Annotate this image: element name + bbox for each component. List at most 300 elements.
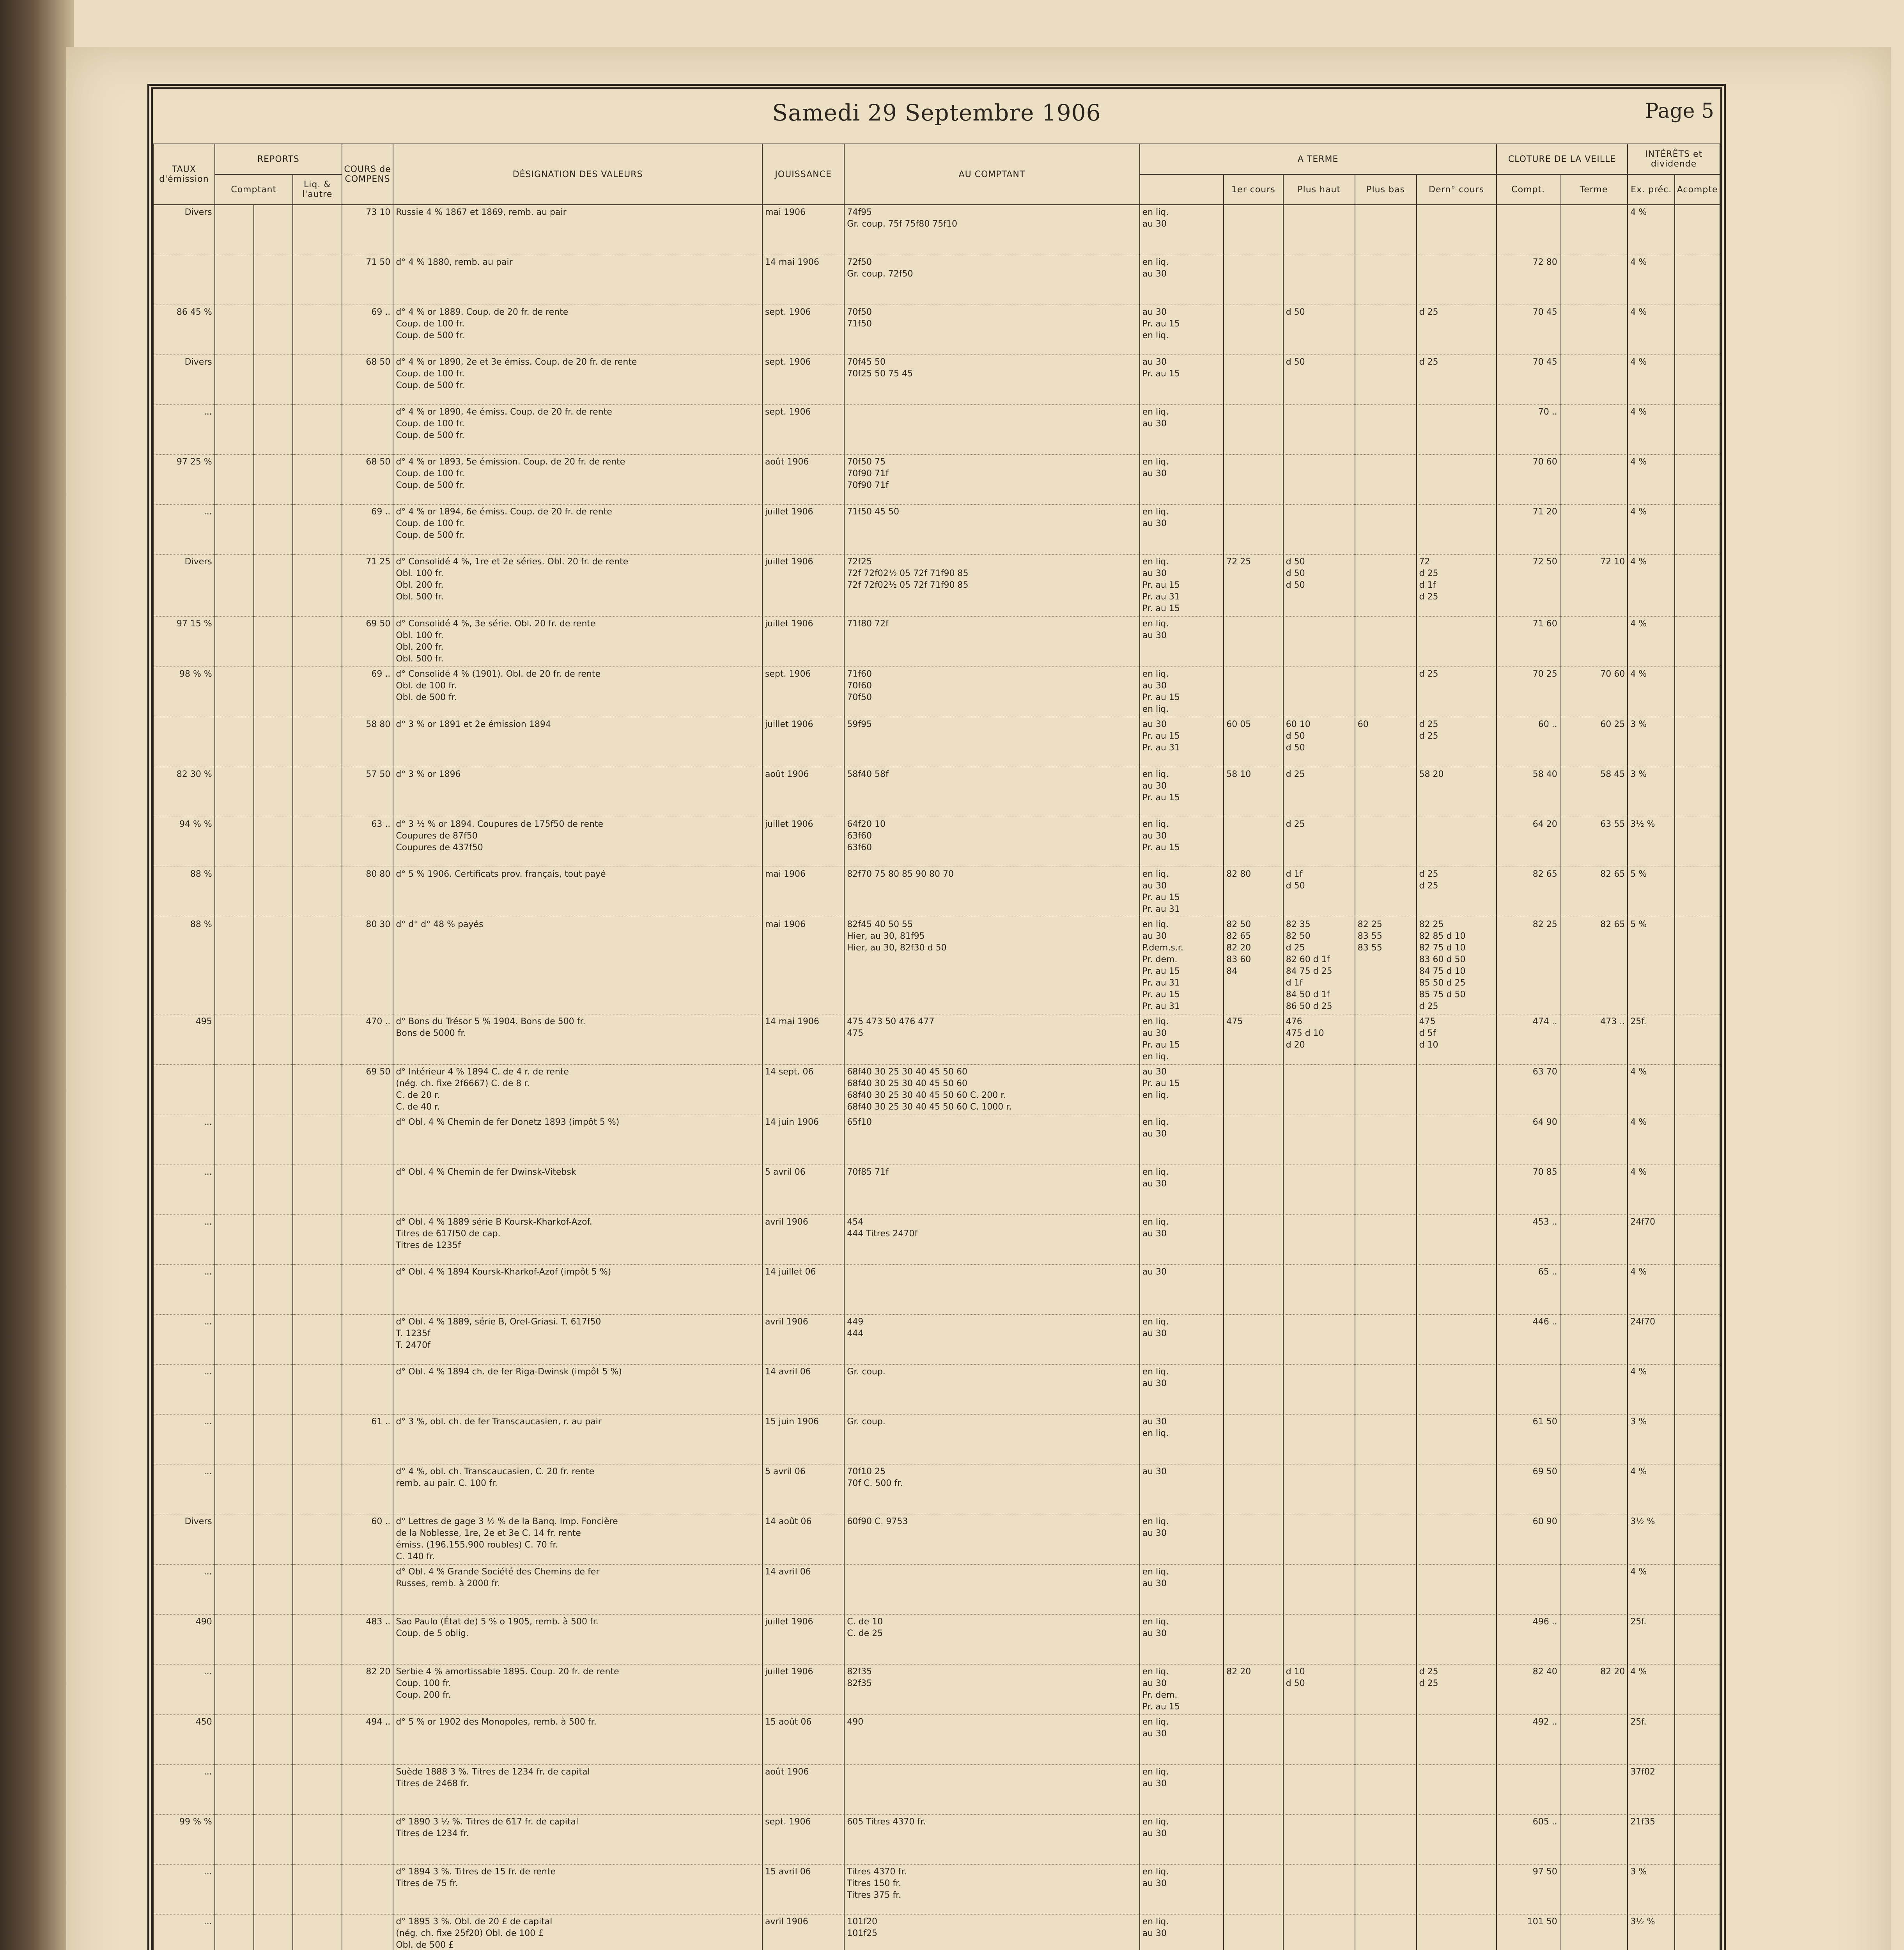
cell-plus-haut bbox=[1283, 1115, 1355, 1165]
cell-cours: 57 50 bbox=[342, 767, 393, 817]
cell-ex-prec: 4 % bbox=[1628, 255, 1675, 305]
cell-terme-label: en liq. au 30 bbox=[1140, 1215, 1224, 1265]
cell-plus-haut bbox=[1283, 1865, 1355, 1915]
cell-plus-bas bbox=[1355, 555, 1417, 617]
cell-cloture-terme bbox=[1560, 1415, 1628, 1464]
cell-report-2 bbox=[254, 455, 293, 505]
cell-comptant: Titres 4370 fr. Titres 150 fr. Titres 375 fr. bbox=[844, 1865, 1139, 1915]
cell-dernier-cours: d 25 d 25 bbox=[1417, 717, 1497, 767]
cell-dernier-cours bbox=[1417, 1415, 1497, 1464]
cell-plus-haut bbox=[1283, 505, 1355, 555]
cell-plus-haut: d 1f d 50 bbox=[1283, 867, 1355, 917]
cell-plus-haut bbox=[1283, 1815, 1355, 1865]
cell-premier-cours bbox=[1224, 505, 1283, 555]
cell-premier-cours: 72 25 bbox=[1224, 555, 1283, 617]
cell-cloture-compt: 496 .. bbox=[1497, 1615, 1560, 1665]
cell-jouissance: juillet 1906 bbox=[762, 505, 844, 555]
cell-plus-haut bbox=[1283, 617, 1355, 667]
cell-plus-bas: 82 25 83 55 83 55 bbox=[1355, 917, 1417, 1014]
cell-premier-cours bbox=[1224, 455, 1283, 505]
cell-cloture-terme bbox=[1560, 455, 1628, 505]
cell-liq bbox=[293, 617, 342, 667]
cell-cloture-terme: 72 10 bbox=[1560, 555, 1628, 617]
cell-liq bbox=[293, 1514, 342, 1565]
cell-terme-label: en liq. au 30 bbox=[1140, 255, 1224, 305]
cell-dernier-cours: d 25 bbox=[1417, 305, 1497, 355]
cell-plus-haut bbox=[1283, 1165, 1355, 1215]
cell-acompte bbox=[1675, 1115, 1720, 1165]
cell-terme-label: au 30 en liq. bbox=[1140, 1415, 1224, 1464]
cell-report-1 bbox=[215, 455, 254, 505]
cell-premier-cours bbox=[1224, 1365, 1283, 1415]
cell-comptant: 101f20 101f25 bbox=[844, 1915, 1139, 1950]
cell-acompte bbox=[1675, 305, 1720, 355]
cell-cours: 82 20 bbox=[342, 1665, 393, 1715]
cell-report-1 bbox=[215, 1514, 254, 1565]
cell-designation: d° Obl. 4 % 1894 Koursk-Kharkof-Azof (impôt 5 %) bbox=[393, 1265, 762, 1315]
cell-dernier-cours bbox=[1417, 1565, 1497, 1615]
col-plus-bas: Plus bas bbox=[1355, 174, 1417, 205]
cell-jouissance: sept. 1906 bbox=[762, 305, 844, 355]
cell-dernier-cours bbox=[1417, 1265, 1497, 1315]
cell-liq bbox=[293, 455, 342, 505]
cell-taux: 97 25 % bbox=[153, 455, 215, 505]
cell-dernier-cours: d 25 d 25 bbox=[1417, 867, 1497, 917]
cell-liq bbox=[293, 555, 342, 617]
cell-designation: d° 4 % or 1893, 5e émission. Coup. de 20 fr. de rente Coup. de 100 fr. Coup. de 500 fr. bbox=[393, 455, 762, 505]
cell-designation: d° Bons du Trésor 5 % 1904. Bons de 500 fr. Bons de 5000 fr. bbox=[393, 1014, 762, 1065]
cell-ex-prec: 3½ % bbox=[1628, 1915, 1675, 1950]
cell-terme-label: en liq. au 30 bbox=[1140, 1115, 1224, 1165]
cell-plus-bas bbox=[1355, 1115, 1417, 1165]
cell-comptant bbox=[844, 1265, 1139, 1315]
cell-jouissance: 14 juin 1906 bbox=[762, 1115, 844, 1165]
cell-cours: 69 50 bbox=[342, 617, 393, 667]
cell-jouissance: 14 avril 06 bbox=[762, 1565, 844, 1615]
cell-taux: 82 30 % bbox=[153, 767, 215, 817]
cell-designation: d° 3 % or 1891 et 2e émission 1894 bbox=[393, 717, 762, 767]
cell-cloture-terme bbox=[1560, 1315, 1628, 1365]
cell-premier-cours bbox=[1224, 1115, 1283, 1165]
cell-liq bbox=[293, 1265, 342, 1315]
col-acompte: Acompte bbox=[1675, 174, 1720, 205]
cell-cours: 80 30 bbox=[342, 917, 393, 1014]
cell-cours: 68 50 bbox=[342, 355, 393, 405]
cell-ex-prec: 21f35 bbox=[1628, 1815, 1675, 1865]
cell-cours bbox=[342, 1915, 393, 1950]
cell-report-1 bbox=[215, 617, 254, 667]
table-row bbox=[153, 817, 1720, 867]
cell-acompte bbox=[1675, 1615, 1720, 1665]
cell-dernier-cours bbox=[1417, 1115, 1497, 1165]
cell-plus-haut bbox=[1283, 455, 1355, 505]
cell-liq bbox=[293, 1915, 342, 1950]
table-row bbox=[153, 1865, 1720, 1915]
cell-designation: d° Obl. 4 % 1889 série B Koursk-Kharkof-Azof. Titres de 617f50 de cap. Titres de 1235f bbox=[393, 1215, 762, 1265]
table-row bbox=[153, 1365, 1720, 1415]
table-row bbox=[153, 1265, 1720, 1315]
cell-terme-label: en liq. au 30 Pr. au 15 bbox=[1140, 767, 1224, 817]
cell-jouissance: juillet 1906 bbox=[762, 717, 844, 767]
cell-taux: 490 bbox=[153, 1615, 215, 1665]
table-row bbox=[153, 1765, 1720, 1815]
cell-designation: d° Obl. 4 % Chemin de fer Dwinsk-Vitebsk bbox=[393, 1165, 762, 1215]
cell-cloture-terme: 60 25 bbox=[1560, 717, 1628, 767]
table-row bbox=[153, 1115, 1720, 1165]
cell-plus-bas bbox=[1355, 867, 1417, 917]
cell-report-2 bbox=[254, 1815, 293, 1865]
cell-comptant: 65f10 bbox=[844, 1115, 1139, 1165]
cell-taux: 88 % bbox=[153, 867, 215, 917]
cell-plus-bas bbox=[1355, 1014, 1417, 1065]
cell-dernier-cours bbox=[1417, 1815, 1497, 1865]
cell-taux: 98 % % bbox=[153, 667, 215, 717]
cell-liq bbox=[293, 1765, 342, 1815]
cell-plus-haut bbox=[1283, 1565, 1355, 1615]
cell-acompte bbox=[1675, 1165, 1720, 1215]
cell-report-2 bbox=[254, 505, 293, 555]
cell-plus-haut bbox=[1283, 255, 1355, 305]
cell-jouissance: 15 juin 1906 bbox=[762, 1415, 844, 1464]
cell-designation: d° 4 % or 1890, 2e et 3e émiss. Coup. de 20 fr. de rente Coup. de 100 fr. Coup. de 500 fr. bbox=[393, 355, 762, 405]
table-row bbox=[153, 867, 1720, 917]
cell-premier-cours bbox=[1224, 1915, 1283, 1950]
cell-plus-haut bbox=[1283, 1265, 1355, 1315]
cell-liq bbox=[293, 1365, 342, 1415]
cell-cloture-compt: 60 .. bbox=[1497, 717, 1560, 767]
cell-cours bbox=[342, 1165, 393, 1215]
cell-report-1 bbox=[215, 1265, 254, 1315]
cell-taux: Divers bbox=[153, 205, 215, 255]
cell-premier-cours: 60 05 bbox=[1224, 717, 1283, 767]
cell-designation: d° Obl. 4 % 1889, série B, Orel-Griasi. T. 617f50 T. 1235f T. 2470f bbox=[393, 1315, 762, 1365]
cell-acompte bbox=[1675, 1715, 1720, 1765]
cell-ex-prec: 25f. bbox=[1628, 1615, 1675, 1665]
cell-designation: d° Obl. 4 % 1894 ch. de fer Riga-Dwinsk (impôt 5 %) bbox=[393, 1365, 762, 1415]
cell-ex-prec: 5 % bbox=[1628, 867, 1675, 917]
cell-comptant: 71f50 45 50 bbox=[844, 505, 1139, 555]
cell-taux: ... bbox=[153, 1464, 215, 1514]
cell-premier-cours bbox=[1224, 1165, 1283, 1215]
cell-report-1 bbox=[215, 405, 254, 455]
cell-report-1 bbox=[215, 1065, 254, 1115]
cell-jouissance: avril 1906 bbox=[762, 1915, 844, 1950]
cell-comptant bbox=[844, 1565, 1139, 1615]
cell-cloture-terme bbox=[1560, 355, 1628, 405]
cell-acompte bbox=[1675, 1815, 1720, 1865]
cell-liq bbox=[293, 767, 342, 817]
cell-comptant: 449 444 bbox=[844, 1315, 1139, 1365]
cell-jouissance: juillet 1906 bbox=[762, 1665, 844, 1715]
cell-report-2 bbox=[254, 1665, 293, 1715]
cell-liq bbox=[293, 1415, 342, 1464]
col-compt: Compt. bbox=[1497, 174, 1560, 205]
cell-acompte bbox=[1675, 1665, 1720, 1715]
cell-terme-label: en liq. au 30 bbox=[1140, 405, 1224, 455]
cell-ex-prec: 4 % bbox=[1628, 505, 1675, 555]
cell-report-2 bbox=[254, 1014, 293, 1065]
cell-jouissance: juillet 1906 bbox=[762, 817, 844, 867]
cell-liq bbox=[293, 1315, 342, 1365]
cell-plus-bas bbox=[1355, 1415, 1417, 1464]
table-row bbox=[153, 255, 1720, 305]
cell-ex-prec: 3 % bbox=[1628, 717, 1675, 767]
cell-taux: 99 % % bbox=[153, 1815, 215, 1865]
cell-cloture-terme bbox=[1560, 1365, 1628, 1415]
cell-cloture-terme bbox=[1560, 1514, 1628, 1565]
col-premier-cours: 1er cours bbox=[1224, 174, 1283, 205]
cell-plus-haut bbox=[1283, 1315, 1355, 1365]
cell-liq bbox=[293, 1464, 342, 1514]
cell-designation: d° 4 %, obl. ch. Transcaucasien, C. 20 fr. rente remb. au pair. C. 100 fr. bbox=[393, 1464, 762, 1514]
cell-taux bbox=[153, 1065, 215, 1115]
cell-cloture-terme bbox=[1560, 1715, 1628, 1765]
cell-cloture-compt: 72 80 bbox=[1497, 255, 1560, 305]
cell-cloture-compt: 63 70 bbox=[1497, 1065, 1560, 1115]
table-body bbox=[153, 205, 1720, 1950]
cell-cours: 71 25 bbox=[342, 555, 393, 617]
cell-acompte bbox=[1675, 1365, 1720, 1415]
cell-plus-bas bbox=[1355, 405, 1417, 455]
cell-jouissance: 5 avril 06 bbox=[762, 1464, 844, 1514]
cell-plus-haut bbox=[1283, 1215, 1355, 1265]
cell-dernier-cours bbox=[1417, 1514, 1497, 1565]
cell-terme-label: en liq. au 30 Pr. au 15 bbox=[1140, 817, 1224, 867]
cell-cloture-terme bbox=[1560, 1815, 1628, 1865]
cell-report-1 bbox=[215, 867, 254, 917]
cell-dernier-cours bbox=[1417, 1715, 1497, 1765]
col-terme-label bbox=[1140, 174, 1224, 205]
cell-acompte bbox=[1675, 1464, 1720, 1514]
cell-jouissance: sept. 1906 bbox=[762, 667, 844, 717]
cell-cloture-compt: 65 .. bbox=[1497, 1265, 1560, 1315]
col-plus-haut: Plus haut bbox=[1283, 174, 1355, 205]
cell-report-2 bbox=[254, 1415, 293, 1464]
cell-taux: ... bbox=[153, 1565, 215, 1615]
cell-jouissance: 14 mai 1906 bbox=[762, 1014, 844, 1065]
cell-cloture-compt: 82 65 bbox=[1497, 867, 1560, 917]
cell-terme-label: en liq. au 30 P.dem.s.r. Pr. dem. Pr. au 15 Pr. au 31 Pr. au 15 Pr. au 31 bbox=[1140, 917, 1224, 1014]
cell-report-2 bbox=[254, 1265, 293, 1315]
table-row bbox=[153, 1014, 1720, 1065]
cell-liq bbox=[293, 1215, 342, 1265]
cell-plus-bas bbox=[1355, 1615, 1417, 1665]
cell-comptant: 454 444 Titres 2470f bbox=[844, 1215, 1139, 1265]
cell-ex-prec: 4 % bbox=[1628, 617, 1675, 667]
cell-comptant bbox=[844, 405, 1139, 455]
cell-terme-label: en liq. au 30 bbox=[1140, 1765, 1224, 1815]
cell-terme-label: en liq. au 30 Pr. au 15 Pr. au 31 Pr. au 15 bbox=[1140, 555, 1224, 617]
cell-cloture-terme bbox=[1560, 1265, 1628, 1315]
cell-cloture-terme: 473 .. bbox=[1560, 1014, 1628, 1065]
cell-comptant: 70f50 71f50 bbox=[844, 305, 1139, 355]
cell-plus-bas bbox=[1355, 767, 1417, 817]
cell-cloture-compt: 453 .. bbox=[1497, 1215, 1560, 1265]
cell-plus-haut bbox=[1283, 667, 1355, 717]
cell-cloture-terme bbox=[1560, 505, 1628, 555]
cell-comptant: 70f45 50 70f25 50 75 45 bbox=[844, 355, 1139, 405]
cell-report-2 bbox=[254, 205, 293, 255]
cell-dernier-cours: d 25 bbox=[1417, 667, 1497, 717]
cell-terme-label: au 30 Pr. au 15 Pr. au 31 bbox=[1140, 717, 1224, 767]
cell-dernier-cours bbox=[1417, 1765, 1497, 1815]
cell-report-1 bbox=[215, 355, 254, 405]
cell-liq bbox=[293, 305, 342, 355]
cell-cours: 470 .. bbox=[342, 1014, 393, 1065]
cell-report-2 bbox=[254, 1915, 293, 1950]
page-number: Page 5 bbox=[1645, 99, 1714, 123]
cell-taux: ... bbox=[153, 1315, 215, 1365]
cell-comptant: C. de 10 C. de 25 bbox=[844, 1615, 1139, 1665]
cell-cloture-compt: 446 .. bbox=[1497, 1315, 1560, 1365]
cell-comptant: 71f60 70f60 70f50 bbox=[844, 667, 1139, 717]
cell-report-2 bbox=[254, 305, 293, 355]
cell-cloture-terme bbox=[1560, 1215, 1628, 1265]
cell-comptant: 82f70 75 80 85 90 80 70 bbox=[844, 867, 1139, 917]
cell-designation: d° Obl. 4 % Grande Société des Chemins de fer Russes, remb. à 2000 fr. bbox=[393, 1565, 762, 1615]
cell-cloture-compt: 70 25 bbox=[1497, 667, 1560, 717]
cell-plus-bas bbox=[1355, 1165, 1417, 1215]
cell-report-2 bbox=[254, 355, 293, 405]
cell-plus-bas bbox=[1355, 305, 1417, 355]
cell-dernier-cours bbox=[1417, 505, 1497, 555]
table-row bbox=[153, 1415, 1720, 1464]
cell-cloture-terme: 82 65 bbox=[1560, 917, 1628, 1014]
cell-report-1 bbox=[215, 1865, 254, 1915]
table-row bbox=[153, 405, 1720, 455]
table-row bbox=[153, 767, 1720, 817]
cell-acompte bbox=[1675, 717, 1720, 767]
cell-ex-prec: 4 % bbox=[1628, 405, 1675, 455]
cell-jouissance: sept. 1906 bbox=[762, 1815, 844, 1865]
cell-report-1 bbox=[215, 1665, 254, 1715]
cell-acompte bbox=[1675, 1565, 1720, 1615]
cell-jouissance: 14 avril 06 bbox=[762, 1365, 844, 1415]
cell-report-2 bbox=[254, 667, 293, 717]
cell-cours bbox=[342, 1765, 393, 1815]
cell-report-1 bbox=[215, 1915, 254, 1950]
cell-comptant: 68f40 30 25 30 40 45 50 60 68f40 30 25 30 40 45 50 60 68f40 30 25 30 40 45 50 60 C. 200 r. 68f40 30 25 30 40 45 50 60 C. 1000 r. bbox=[844, 1065, 1139, 1115]
cell-premier-cours: 82 50 82 65 82 20 83 60 84 bbox=[1224, 917, 1283, 1014]
cell-ex-prec: 4 % bbox=[1628, 667, 1675, 717]
cell-dernier-cours bbox=[1417, 205, 1497, 255]
cell-designation: d° 3 %, obl. ch. de fer Transcaucasien, r. au pair bbox=[393, 1415, 762, 1464]
cell-premier-cours: 82 80 bbox=[1224, 867, 1283, 917]
col-ex-prec: Ex. préc. bbox=[1628, 174, 1675, 205]
cell-report-1 bbox=[215, 1565, 254, 1615]
cell-comptant: 82f45 40 50 55 Hier, au 30, 81f95 Hier, au 30, 82f30 d 50 bbox=[844, 917, 1139, 1014]
cell-liq bbox=[293, 1615, 342, 1665]
table-row bbox=[153, 1165, 1720, 1215]
col-cours: COURS de COMPENS bbox=[342, 144, 393, 205]
cell-premier-cours: 82 20 bbox=[1224, 1665, 1283, 1715]
cell-cloture-compt: 71 20 bbox=[1497, 505, 1560, 555]
cell-cloture-compt: 101 50 bbox=[1497, 1915, 1560, 1950]
cell-designation: d° 4 % 1880, remb. au pair bbox=[393, 255, 762, 305]
cell-liq bbox=[293, 1715, 342, 1765]
cell-cours: 69 .. bbox=[342, 505, 393, 555]
cell-cloture-terme bbox=[1560, 305, 1628, 355]
cell-ex-prec: 4 % bbox=[1628, 355, 1675, 405]
cell-cours bbox=[342, 1865, 393, 1915]
cell-cloture-compt: 61 50 bbox=[1497, 1415, 1560, 1464]
cell-report-2 bbox=[254, 1615, 293, 1665]
table-row bbox=[153, 555, 1720, 617]
cell-taux bbox=[153, 255, 215, 305]
cell-cours bbox=[342, 1115, 393, 1165]
cell-acompte bbox=[1675, 667, 1720, 717]
cell-premier-cours bbox=[1224, 405, 1283, 455]
cell-dernier-cours: d 25 d 25 bbox=[1417, 1665, 1497, 1715]
cell-cloture-compt bbox=[1497, 1765, 1560, 1815]
cell-terme-label: en liq. au 30 bbox=[1140, 1615, 1224, 1665]
cell-jouissance: juillet 1906 bbox=[762, 617, 844, 667]
cell-jouissance: juillet 1906 bbox=[762, 555, 844, 617]
cell-plus-haut bbox=[1283, 1365, 1355, 1415]
table-row bbox=[153, 917, 1720, 1014]
cell-plus-haut bbox=[1283, 405, 1355, 455]
cell-acompte bbox=[1675, 505, 1720, 555]
cell-comptant: Gr. coup. bbox=[844, 1415, 1139, 1464]
cell-plus-haut: d 10 d 50 bbox=[1283, 1665, 1355, 1715]
cell-acompte bbox=[1675, 1514, 1720, 1565]
cell-comptant: 475 473 50 476 477 475 bbox=[844, 1014, 1139, 1065]
cell-plus-haut bbox=[1283, 1615, 1355, 1665]
cell-report-1 bbox=[215, 1315, 254, 1365]
col-a-terme: A TERME bbox=[1140, 144, 1497, 174]
cell-dernier-cours: 82 25 82 85 d 10 82 75 d 10 83 60 d 50 84 75 d 10 85 50 d 25 85 75 d 50 d 25 bbox=[1417, 917, 1497, 1014]
cell-premier-cours bbox=[1224, 1415, 1283, 1464]
cell-plus-bas bbox=[1355, 1514, 1417, 1565]
table-row bbox=[153, 455, 1720, 505]
cell-cloture-compt: 492 .. bbox=[1497, 1715, 1560, 1765]
cell-liq bbox=[293, 255, 342, 305]
cell-report-1 bbox=[215, 1014, 254, 1065]
cell-acompte bbox=[1675, 767, 1720, 817]
cell-plus-bas bbox=[1355, 1815, 1417, 1865]
cell-designation: Sao Paulo (État de) 5 % o 1905, remb. à 500 fr. Coup. de 5 oblig. bbox=[393, 1615, 762, 1665]
cell-jouissance: août 1906 bbox=[762, 767, 844, 817]
cell-plus-bas bbox=[1355, 667, 1417, 717]
cell-comptant: 58f40 58f bbox=[844, 767, 1139, 817]
cell-acompte bbox=[1675, 1014, 1720, 1065]
cell-cloture-terme bbox=[1560, 255, 1628, 305]
cell-designation: d° 3 ½ % or 1894. Coupures de 175f50 de rente Coupures de 87f50 Coupures de 437f50 bbox=[393, 817, 762, 867]
cell-taux: ... bbox=[153, 1415, 215, 1464]
quotation-table bbox=[153, 144, 1720, 1950]
cell-cloture-terme bbox=[1560, 1565, 1628, 1615]
cell-liq bbox=[293, 1115, 342, 1165]
cell-terme-label: en liq. au 30 bbox=[1140, 1815, 1224, 1865]
issue-date: Samedi 29 Septembre 1906 bbox=[772, 99, 1101, 126]
cell-plus-bas bbox=[1355, 1315, 1417, 1365]
cell-report-1 bbox=[215, 1765, 254, 1815]
cell-plus-bas bbox=[1355, 1665, 1417, 1715]
table-row bbox=[153, 305, 1720, 355]
cell-premier-cours bbox=[1224, 255, 1283, 305]
cell-plus-bas bbox=[1355, 455, 1417, 505]
cell-comptant: 70f10 25 70f C. 500 fr. bbox=[844, 1464, 1139, 1514]
cell-ex-prec: 4 % bbox=[1628, 205, 1675, 255]
cell-dernier-cours bbox=[1417, 1615, 1497, 1665]
cell-terme-label: en liq. au 30 bbox=[1140, 617, 1224, 667]
table-row bbox=[153, 717, 1720, 767]
cell-taux: Divers bbox=[153, 555, 215, 617]
cell-cloture-compt bbox=[1497, 1565, 1560, 1615]
cell-taux: ... bbox=[153, 1765, 215, 1815]
cell-report-2 bbox=[254, 1065, 293, 1115]
cell-report-2 bbox=[254, 555, 293, 617]
